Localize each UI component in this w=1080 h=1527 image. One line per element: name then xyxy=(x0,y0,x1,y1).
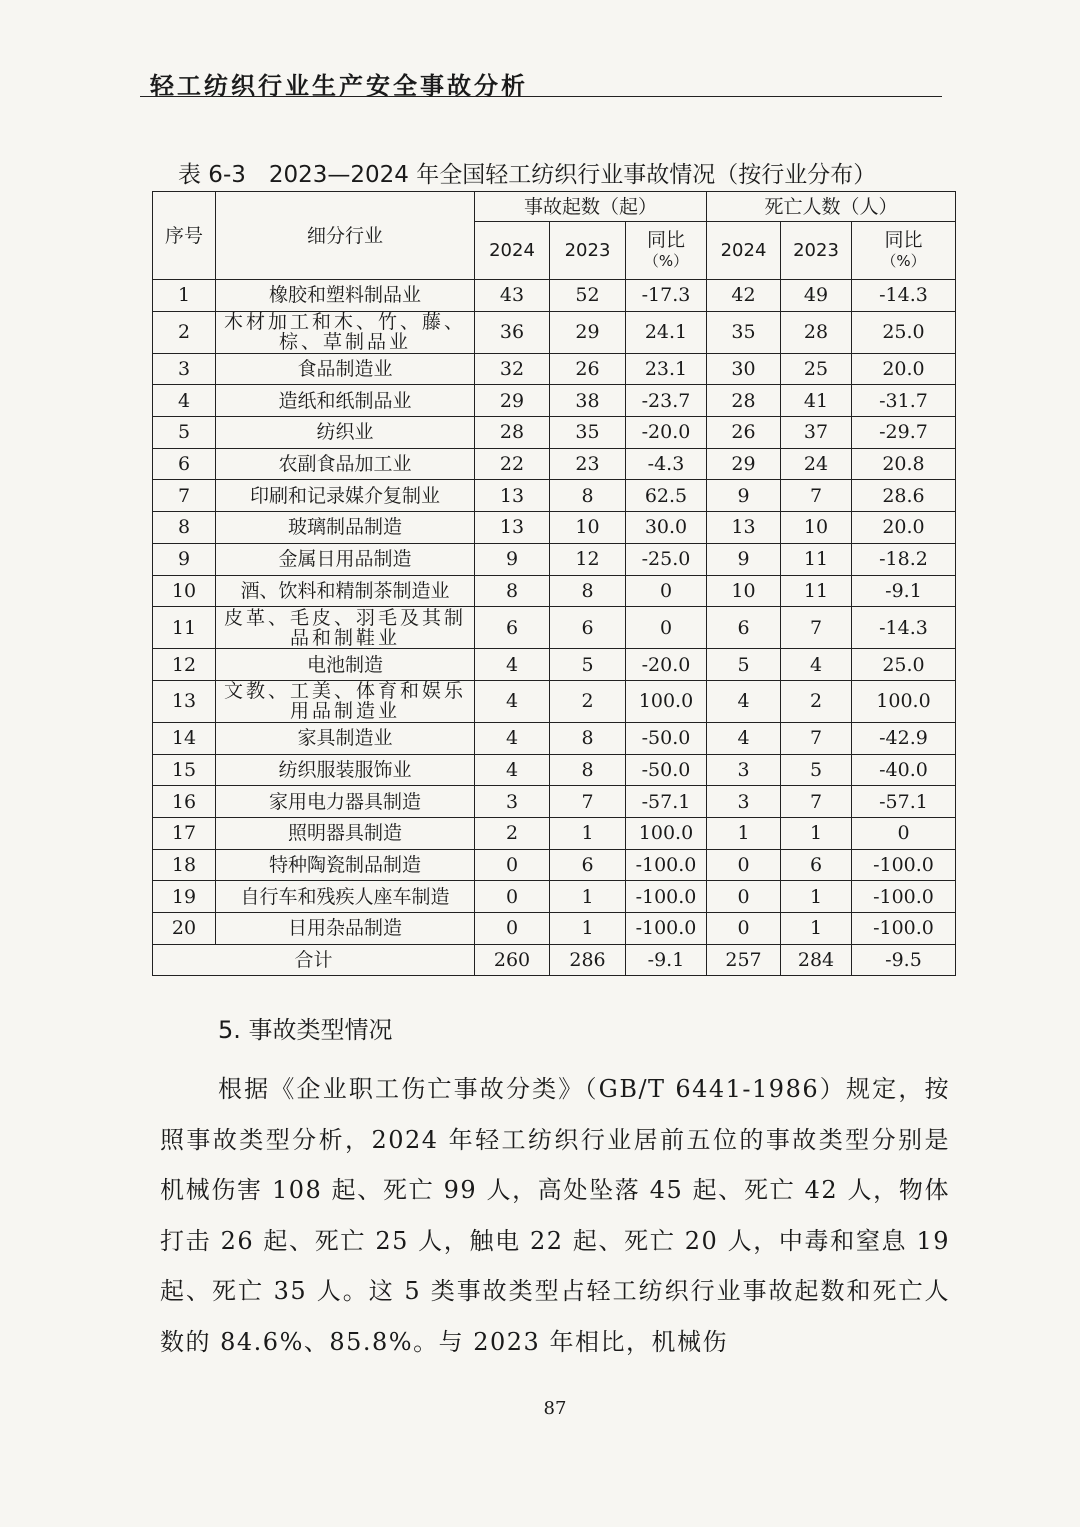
cell-acc-2023: 6 xyxy=(550,607,626,649)
cell-acc-yoy: 100.0 xyxy=(626,817,707,849)
section-heading: 5. 事故类型情况 xyxy=(218,1016,393,1044)
cell-acc-2023: 23 xyxy=(550,448,626,480)
cell-acc-2024: 32 xyxy=(475,353,550,385)
cell-acc-2023: 2 xyxy=(550,680,626,722)
cell-acc-yoy: -4.3 xyxy=(626,448,707,480)
cell-death-2024: 4 xyxy=(707,680,781,722)
table-row xyxy=(153,512,956,544)
table-row xyxy=(153,448,956,480)
cell-acc-2023: 29 xyxy=(550,311,626,353)
cell-death-yoy: 28.6 xyxy=(852,480,956,512)
cell-acc-2023: 26 xyxy=(550,353,626,385)
header-death-yoy xyxy=(852,222,956,280)
cell-death-yoy: -40.0 xyxy=(852,754,956,786)
cell-death-yoy: 25.0 xyxy=(852,649,956,681)
cell-acc-2024: 4 xyxy=(475,722,550,754)
cell-acc-2023: 8 xyxy=(550,480,626,512)
cell-death-2023: 11 xyxy=(781,543,852,575)
cell-death-yoy: -31.7 xyxy=(852,385,956,417)
table-row xyxy=(153,786,956,818)
cell-no: 20 xyxy=(153,913,216,945)
cell-acc-2023: 7 xyxy=(550,786,626,818)
yoy-unit: （%） xyxy=(643,252,689,270)
cell-no: 11 xyxy=(153,607,216,649)
header-death-2024: 2024 xyxy=(707,222,781,280)
cell-industry: 家具制造业 xyxy=(216,722,475,754)
table-row xyxy=(153,607,956,649)
header-acc-2024: 2024 xyxy=(475,222,550,280)
cell-industry: 电池制造 xyxy=(216,649,475,681)
cell-death-2023: 25 xyxy=(781,353,852,385)
cell-no: 3 xyxy=(153,353,216,385)
cell-acc-yoy: 0 xyxy=(626,575,707,607)
cell-death-yoy: 25.0 xyxy=(852,311,956,353)
cell-no: 17 xyxy=(153,817,216,849)
total-acc-yoy: -9.1 xyxy=(626,944,707,976)
cell-acc-2024: 4 xyxy=(475,680,550,722)
table-row xyxy=(153,543,956,575)
cell-death-2024: 13 xyxy=(707,512,781,544)
cell-no: 15 xyxy=(153,754,216,786)
cell-no: 14 xyxy=(153,722,216,754)
cell-death-2023: 5 xyxy=(781,754,852,786)
cell-acc-2024: 22 xyxy=(475,448,550,480)
cell-death-yoy: -100.0 xyxy=(852,913,956,945)
cell-no: 1 xyxy=(153,280,216,312)
total-label: 合计 xyxy=(153,944,475,976)
cell-no: 5 xyxy=(153,417,216,449)
cell-no: 9 xyxy=(153,543,216,575)
cell-death-2024: 3 xyxy=(707,786,781,818)
cell-no: 13 xyxy=(153,680,216,722)
table-row xyxy=(153,913,956,945)
cell-no: 7 xyxy=(153,480,216,512)
cell-death-2024: 0 xyxy=(707,849,781,881)
cell-industry: 酒、饮料和精制茶制造业 xyxy=(216,575,475,607)
cell-acc-yoy: 62.5 xyxy=(626,480,707,512)
cell-death-2023: 7 xyxy=(781,786,852,818)
cell-no: 19 xyxy=(153,881,216,913)
table-row xyxy=(153,680,956,722)
cell-acc-2024: 4 xyxy=(475,649,550,681)
cell-death-2023: 41 xyxy=(781,385,852,417)
cell-acc-2024: 8 xyxy=(475,575,550,607)
cell-acc-2024: 43 xyxy=(475,280,550,312)
cell-death-yoy: -100.0 xyxy=(852,849,956,881)
cell-industry: 金属日用品制造 xyxy=(216,543,475,575)
cell-acc-yoy: -20.0 xyxy=(626,417,707,449)
cell-death-2024: 10 xyxy=(707,575,781,607)
cell-death-2024: 30 xyxy=(707,353,781,385)
cell-industry: 日用杂品制造 xyxy=(216,913,475,945)
cell-acc-2024: 6 xyxy=(475,607,550,649)
cell-death-2023: 1 xyxy=(781,817,852,849)
total-row xyxy=(153,944,956,976)
header-industry: 细分行业 xyxy=(216,192,475,280)
cell-death-2024: 4 xyxy=(707,722,781,754)
cell-death-2024: 0 xyxy=(707,913,781,945)
cell-death-2023: 7 xyxy=(781,722,852,754)
total-acc-2023: 286 xyxy=(550,944,626,976)
cell-death-yoy: 20.0 xyxy=(852,512,956,544)
cell-acc-yoy: -23.7 xyxy=(626,385,707,417)
cell-acc-2023: 10 xyxy=(550,512,626,544)
cell-death-2023: 24 xyxy=(781,448,852,480)
cell-acc-2024: 28 xyxy=(475,417,550,449)
cell-acc-yoy: -17.3 xyxy=(626,280,707,312)
cell-acc-2024: 13 xyxy=(475,512,550,544)
cell-acc-2024: 0 xyxy=(475,849,550,881)
cell-acc-2024: 29 xyxy=(475,385,550,417)
cell-acc-2023: 8 xyxy=(550,722,626,754)
cell-death-yoy: 20.0 xyxy=(852,353,956,385)
cell-death-2023: 1 xyxy=(781,881,852,913)
table-row xyxy=(153,353,956,385)
total-death-2023: 284 xyxy=(781,944,852,976)
cell-acc-yoy: -57.1 xyxy=(626,786,707,818)
cell-acc-yoy: -100.0 xyxy=(626,849,707,881)
table-row xyxy=(153,881,956,913)
cell-acc-2024: 9 xyxy=(475,543,550,575)
cell-death-yoy: -9.1 xyxy=(852,575,956,607)
table-row xyxy=(153,817,956,849)
total-death-2024: 257 xyxy=(707,944,781,976)
table-row xyxy=(153,722,956,754)
cell-death-yoy: -18.2 xyxy=(852,543,956,575)
cell-death-2024: 1 xyxy=(707,817,781,849)
yoy-unit: （%） xyxy=(881,252,926,270)
cell-no: 6 xyxy=(153,448,216,480)
cell-death-2024: 26 xyxy=(707,417,781,449)
cell-death-2024: 42 xyxy=(707,280,781,312)
cell-acc-2023: 5 xyxy=(550,649,626,681)
cell-acc-2024: 0 xyxy=(475,881,550,913)
cell-death-2023: 1 xyxy=(781,913,852,945)
cell-acc-2023: 1 xyxy=(550,913,626,945)
cell-death-2023: 7 xyxy=(781,480,852,512)
cell-acc-yoy: -20.0 xyxy=(626,649,707,681)
cell-death-2024: 6 xyxy=(707,607,781,649)
cell-death-2023: 2 xyxy=(781,680,852,722)
cell-industry: 自行车和残疾人座车制造 xyxy=(216,881,475,913)
total-death-yoy: -9.5 xyxy=(852,944,956,976)
cell-acc-2023: 35 xyxy=(550,417,626,449)
cell-death-yoy: 20.8 xyxy=(852,448,956,480)
cell-death-2023: 7 xyxy=(781,607,852,649)
cell-no: 12 xyxy=(153,649,216,681)
cell-industry: 文教、工美、体育和娱乐用品制造业 xyxy=(216,680,475,722)
cell-acc-yoy: 100.0 xyxy=(626,680,707,722)
cell-death-2024: 29 xyxy=(707,448,781,480)
body-paragraph: 根据《企业职工伤亡事故分类》（GB/T 6441-1986）规定，按照事故类型分析，2024 年轻工纺织行业居前五位的事故类型分别是机械伤害 108 起、死亡 99 人，高处坠落 45 起、死亡 42 人，物体打击 26 起、死亡 25 人，触电 22 起、死亡 20 人，中毒和窒息 19 起、死亡 35 人。这 5 类事故类型占轻工纺织行业事故起数和死亡人数的 84.6%、85.8%。与 2023 年相比，机械伤 xyxy=(160,1075,950,1356)
table-caption: 表 6-3 2023—2024 年全国轻工纺织行业事故情况（按行业分布） xyxy=(178,162,877,188)
cell-death-2024: 0 xyxy=(707,881,781,913)
cell-death-2023: 28 xyxy=(781,311,852,353)
cell-acc-yoy: 0 xyxy=(626,607,707,649)
cell-death-yoy: -29.7 xyxy=(852,417,956,449)
cell-death-yoy: -57.1 xyxy=(852,786,956,818)
cell-no: 10 xyxy=(153,575,216,607)
cell-acc-2023: 38 xyxy=(550,385,626,417)
cell-acc-2023: 1 xyxy=(550,881,626,913)
header-acc-2023: 2023 xyxy=(550,222,626,280)
cell-death-yoy: -100.0 xyxy=(852,881,956,913)
cell-no: 2 xyxy=(153,311,216,353)
cell-acc-yoy: 23.1 xyxy=(626,353,707,385)
cell-death-yoy: 100.0 xyxy=(852,680,956,722)
cell-acc-yoy: -50.0 xyxy=(626,722,707,754)
cell-no: 16 xyxy=(153,786,216,818)
cell-acc-2024: 13 xyxy=(475,480,550,512)
cell-death-2024: 9 xyxy=(707,480,781,512)
cell-industry: 橡胶和塑料制品业 xyxy=(216,280,475,312)
cell-death-2023: 49 xyxy=(781,280,852,312)
cell-industry: 纺织业 xyxy=(216,417,475,449)
cell-industry: 印刷和记录媒介复制业 xyxy=(216,480,475,512)
cell-industry: 农副食品加工业 xyxy=(216,448,475,480)
cell-acc-2024: 4 xyxy=(475,754,550,786)
table-row xyxy=(153,754,956,786)
cell-acc-2024: 36 xyxy=(475,311,550,353)
cell-industry: 造纸和纸制品业 xyxy=(216,385,475,417)
cell-acc-2023: 8 xyxy=(550,754,626,786)
cell-acc-yoy: -50.0 xyxy=(626,754,707,786)
cell-industry: 照明器具制造 xyxy=(216,817,475,849)
cell-death-yoy: -42.9 xyxy=(852,722,956,754)
total-acc-2024: 260 xyxy=(475,944,550,976)
cell-death-yoy: -14.3 xyxy=(852,607,956,649)
cell-industry: 玻璃制品制造 xyxy=(216,512,475,544)
cell-acc-yoy: -25.0 xyxy=(626,543,707,575)
accident-table xyxy=(152,191,956,976)
table-row xyxy=(153,311,956,353)
cell-death-2024: 5 xyxy=(707,649,781,681)
cell-death-2024: 3 xyxy=(707,754,781,786)
cell-acc-yoy: -100.0 xyxy=(626,913,707,945)
table-row xyxy=(153,280,956,312)
yoy-label: 同比 xyxy=(884,229,923,251)
cell-acc-yoy: -100.0 xyxy=(626,881,707,913)
cell-industry: 纺织服装服饰业 xyxy=(216,754,475,786)
cell-death-2023: 4 xyxy=(781,649,852,681)
cell-industry: 食品制造业 xyxy=(216,353,475,385)
cell-death-2023: 10 xyxy=(781,512,852,544)
table-row xyxy=(153,480,956,512)
header-rule xyxy=(140,96,942,97)
table-row xyxy=(153,417,956,449)
cell-acc-2023: 6 xyxy=(550,849,626,881)
yoy-label: 同比 xyxy=(646,229,685,251)
cell-no: 8 xyxy=(153,512,216,544)
table-row xyxy=(153,575,956,607)
cell-acc-2023: 12 xyxy=(550,543,626,575)
cell-no: 18 xyxy=(153,849,216,881)
running-header: 轻工纺织行业生产安全事故分析 xyxy=(150,72,528,100)
cell-death-yoy: 0 xyxy=(852,817,956,849)
table-row xyxy=(153,385,956,417)
cell-death-yoy: -14.3 xyxy=(852,280,956,312)
header-acc-yoy xyxy=(626,222,707,280)
header-seq: 序号 xyxy=(153,192,216,280)
cell-acc-2023: 1 xyxy=(550,817,626,849)
cell-death-2024: 9 xyxy=(707,543,781,575)
header-accidents: 事故起数（起） xyxy=(475,192,707,222)
cell-death-2023: 37 xyxy=(781,417,852,449)
cell-industry: 特种陶瓷制品制造 xyxy=(216,849,475,881)
cell-acc-2024: 3 xyxy=(475,786,550,818)
cell-death-2024: 28 xyxy=(707,385,781,417)
cell-industry: 皮革、毛皮、羽毛及其制品和制鞋业 xyxy=(216,607,475,649)
table-row xyxy=(153,849,956,881)
cell-acc-2023: 8 xyxy=(550,575,626,607)
cell-industry: 家用电力器具制造 xyxy=(216,786,475,818)
cell-death-2023: 11 xyxy=(781,575,852,607)
cell-death-2023: 6 xyxy=(781,849,852,881)
cell-acc-2023: 52 xyxy=(550,280,626,312)
page-number: 87 xyxy=(543,1398,567,1419)
cell-no: 4 xyxy=(153,385,216,417)
cell-industry: 木材加工和木、竹、藤、棕、草制品业 xyxy=(216,311,475,353)
cell-acc-2024: 0 xyxy=(475,913,550,945)
header-death-2023: 2023 xyxy=(781,222,852,280)
cell-acc-2024: 2 xyxy=(475,817,550,849)
cell-death-2024: 35 xyxy=(707,311,781,353)
header-deaths: 死亡人数（人） xyxy=(707,192,956,222)
cell-acc-yoy: 24.1 xyxy=(626,311,707,353)
table-row xyxy=(153,649,956,681)
cell-acc-yoy: 30.0 xyxy=(626,512,707,544)
